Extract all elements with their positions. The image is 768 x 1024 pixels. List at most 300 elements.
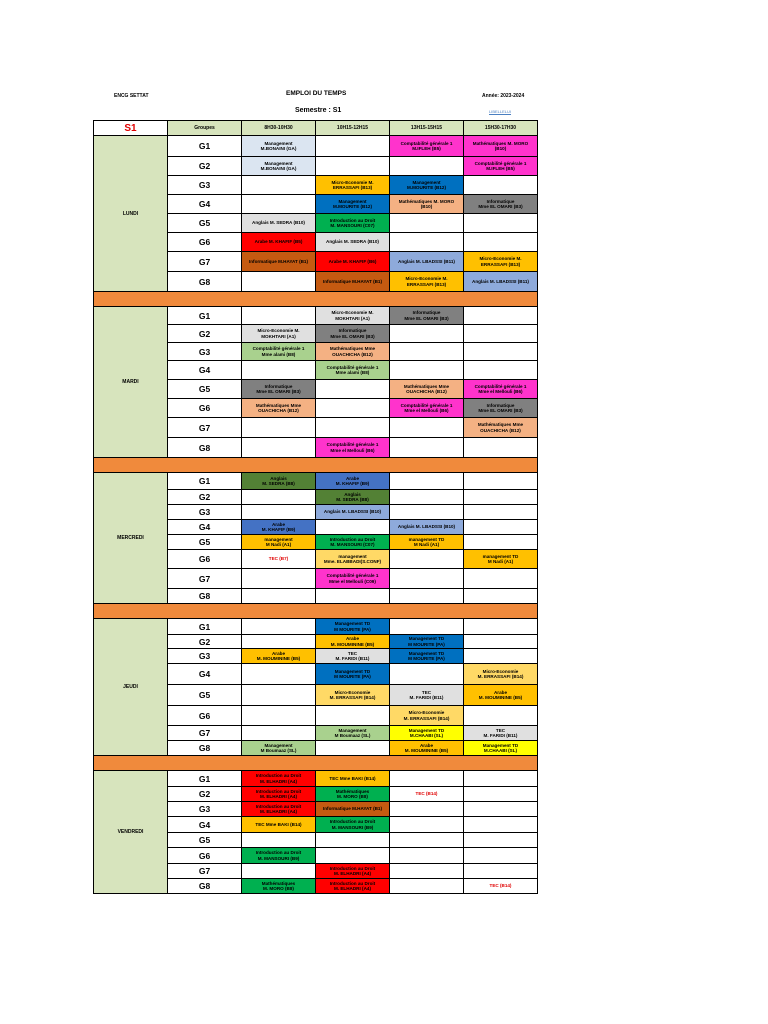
empty-cell[interactable] — [390, 550, 464, 569]
course-cell[interactable] — [390, 685, 464, 706]
course-cell[interactable] — [316, 550, 390, 569]
course-cell[interactable] — [316, 535, 390, 550]
course-text: Arabe M. MOUMININE (B5) — [404, 742, 449, 753]
course-cell[interactable] — [390, 272, 464, 292]
course-text: Informatique M.HAYAT (B1) — [322, 806, 383, 812]
small-link[interactable]: LIBELLELUI — [489, 109, 512, 114]
course-cell[interactable] — [242, 214, 316, 233]
course-text: Anglais M. LBADSSI (B11) — [472, 278, 529, 284]
course-text: Mathématiques Mme OUACHICHA (B12) — [477, 422, 524, 433]
course-cell[interactable] — [316, 272, 390, 292]
course-cell[interactable] — [316, 685, 390, 706]
empty-cell[interactable] — [316, 399, 390, 418]
empty-cell[interactable] — [390, 361, 464, 380]
course-text: Micro-Economie M. ERRASSAFI (B14) — [403, 710, 450, 721]
course-text: Comptabilité générale 1 Mme alami (B8) — [326, 364, 379, 375]
group-label: G7 — [168, 418, 242, 438]
course-text: Informatique Mme EL OMARI (B3) — [256, 383, 301, 394]
course-cell[interactable] — [390, 649, 464, 664]
course-cell[interactable] — [316, 195, 390, 214]
course-cell[interactable] — [242, 771, 316, 787]
empty-cell[interactable] — [242, 505, 316, 520]
course-cell[interactable] — [464, 157, 538, 176]
course-text: Management M.MOURITE (B12) — [332, 198, 373, 209]
course-text: Anglais M. SEDRA (B8) — [336, 491, 369, 502]
empty-cell[interactable] — [464, 619, 538, 635]
group-label: G4 — [168, 817, 242, 833]
group-label: G2 — [168, 787, 242, 802]
empty-cell[interactable] — [464, 473, 538, 490]
course-text: Informatique Mme EL OMARI (B3) — [330, 328, 375, 339]
course-text: Comptabilité générale 1 Mme el Mellouli (B6) — [326, 442, 379, 453]
course-cell[interactable] — [316, 649, 390, 664]
group-label: G1 — [168, 619, 242, 635]
course-cell[interactable] — [464, 418, 538, 438]
group-label: G1 — [168, 136, 242, 157]
course-text: TEC (B7) — [268, 556, 289, 562]
table-row — [94, 619, 538, 635]
course-text: Comptabilité générale 1 Mme el Mellouli (B6) — [474, 383, 527, 394]
group-label: G6 — [168, 233, 242, 252]
course-cell[interactable] — [390, 399, 464, 418]
course-text: Management M Boumaaz (SL) — [334, 727, 371, 738]
course-text: Comptabilité générale 1 Mme alami (B8) — [252, 346, 305, 357]
course-cell[interactable] — [464, 741, 538, 756]
empty-cell[interactable] — [316, 589, 390, 604]
course-text: Management M Boumaaz (SL) — [260, 742, 297, 753]
course-cell[interactable] — [390, 195, 464, 214]
course-text: Informatique Mme EL OMARI (B3) — [478, 402, 523, 413]
group-label: G6 — [168, 399, 242, 418]
course-cell[interactable] — [390, 741, 464, 756]
course-cell[interactable] — [390, 635, 464, 649]
empty-cell[interactable] — [464, 520, 538, 535]
course-cell[interactable] — [316, 438, 390, 458]
group-label: G5 — [168, 380, 242, 399]
group-label: G4 — [168, 195, 242, 214]
group-label: G6 — [168, 848, 242, 864]
course-text: management TD M Nadi (A1) — [408, 536, 445, 547]
course-text: Informatique Mme EL OMARI (B3) — [404, 310, 449, 321]
course-cell[interactable] — [316, 343, 390, 361]
course-cell[interactable] — [464, 664, 538, 685]
day-separator — [94, 458, 538, 473]
course-text: Informatique M.HAYAT (B1) — [248, 258, 309, 264]
course-text: Arabe M. MOUMININE (B5) — [256, 650, 301, 661]
course-cell[interactable] — [464, 380, 538, 399]
course-cell[interactable] — [390, 726, 464, 741]
header-row — [94, 121, 538, 136]
empty-cell[interactable] — [316, 136, 390, 157]
page-title: EMPLOI DU TEMPS — [286, 90, 347, 97]
group-label: G3 — [168, 802, 242, 817]
day-label: MERCREDI — [94, 473, 168, 604]
table-row — [94, 771, 538, 787]
course-cell[interactable] — [464, 550, 538, 569]
empty-cell[interactable] — [464, 649, 538, 664]
course-cell[interactable] — [316, 361, 390, 380]
empty-cell[interactable] — [316, 380, 390, 399]
course-cell[interactable] — [390, 787, 464, 802]
group-label: G1 — [168, 771, 242, 787]
course-cell[interactable] — [242, 787, 316, 802]
course-cell[interactable] — [464, 685, 538, 706]
course-cell[interactable] — [242, 157, 316, 176]
course-cell[interactable] — [316, 771, 390, 787]
course-text: TEC M. FARIDI (B11) — [335, 650, 370, 661]
course-cell[interactable] — [242, 520, 316, 535]
empty-cell[interactable] — [390, 589, 464, 604]
empty-cell[interactable] — [390, 233, 464, 252]
empty-cell[interactable] — [316, 741, 390, 756]
empty-cell[interactable] — [464, 343, 538, 361]
empty-cell[interactable] — [242, 490, 316, 505]
empty-cell[interactable] — [242, 726, 316, 741]
empty-cell[interactable] — [390, 569, 464, 589]
empty-cell[interactable] — [390, 157, 464, 176]
group-label: G7 — [168, 726, 242, 741]
empty-cell[interactable] — [242, 589, 316, 604]
empty-cell[interactable] — [464, 817, 538, 833]
course-text: Introduction au Droit M. ELHADRI (A4) — [255, 803, 302, 814]
course-cell[interactable] — [316, 569, 390, 589]
timetable — [93, 120, 538, 894]
group-label: G4 — [168, 520, 242, 535]
course-cell[interactable] — [316, 325, 390, 343]
group-label: G7 — [168, 864, 242, 879]
empty-cell[interactable] — [390, 864, 464, 879]
empty-cell[interactable] — [316, 520, 390, 535]
course-text: Management TD M MOURITE (PA) — [408, 636, 445, 647]
day-label: MARDI — [94, 307, 168, 458]
semester-label: Semestre : S1 — [295, 107, 342, 114]
course-cell[interactable] — [316, 505, 390, 520]
course-cell[interactable] — [464, 726, 538, 741]
group-label: G8 — [168, 438, 242, 458]
empty-cell[interactable] — [464, 589, 538, 604]
course-cell[interactable] — [390, 176, 464, 195]
course-text: Management M.MOURITE (B12) — [406, 179, 447, 190]
empty-cell[interactable] — [242, 664, 316, 685]
course-cell[interactable] — [464, 252, 538, 272]
empty-cell[interactable] — [390, 817, 464, 833]
empty-cell[interactable] — [464, 706, 538, 726]
course-text: Micro-Economie M. ERRASSAFI (B13) — [331, 179, 374, 190]
separator-bar — [94, 458, 538, 473]
empty-cell[interactable] — [464, 505, 538, 520]
course-text: TEC (B14) — [489, 883, 512, 889]
empty-cell[interactable] — [464, 233, 538, 252]
course-text: Anglais M. LBADSSI (B10) — [323, 509, 382, 515]
empty-cell[interactable] — [464, 214, 538, 233]
course-cell[interactable] — [316, 864, 390, 879]
group-label: G3 — [168, 649, 242, 664]
course-text: Comptabilité générale 1 Mme el Mellouli (C09) — [326, 573, 379, 584]
table-row — [94, 307, 538, 325]
course-text: Anglais M. LBADSSI (B11) — [398, 258, 455, 264]
group-label: G6 — [168, 550, 242, 569]
empty-cell[interactable] — [390, 473, 464, 490]
empty-cell[interactable] — [464, 535, 538, 550]
empty-cell[interactable] — [464, 864, 538, 879]
empty-cell[interactable] — [390, 802, 464, 817]
empty-cell[interactable] — [464, 787, 538, 802]
course-cell[interactable] — [464, 272, 538, 292]
course-cell[interactable] — [316, 635, 390, 649]
empty-cell[interactable] — [316, 157, 390, 176]
empty-cell[interactable] — [464, 635, 538, 649]
day-separator — [94, 604, 538, 619]
group-label: G1 — [168, 307, 242, 325]
course-cell[interactable] — [390, 136, 464, 157]
empty-cell[interactable] — [242, 176, 316, 195]
course-cell[interactable] — [464, 399, 538, 418]
empty-cell[interactable] — [242, 307, 316, 325]
course-text: Micro-Economie M. ERRASSAFI (B13) — [405, 276, 448, 287]
group-label: G2 — [168, 490, 242, 505]
empty-cell[interactable] — [464, 833, 538, 848]
course-cell[interactable] — [242, 473, 316, 490]
course-cell[interactable] — [242, 535, 316, 550]
slot-header-3: 13H15-15H15 — [390, 121, 464, 136]
empty-cell[interactable] — [242, 619, 316, 635]
course-text: Arabe M. MOUMININE (B5) — [330, 636, 375, 647]
course-text: Introduction au Droit M. MANSOURI (B9) — [255, 850, 302, 861]
course-text: Mathématiques Mme OUACHICHA (B12) — [255, 402, 302, 413]
separator-bar — [94, 756, 538, 771]
semester-code: S1 — [94, 121, 168, 136]
group-label: G5 — [168, 685, 242, 706]
course-cell[interactable] — [316, 817, 390, 833]
course-text: Arabe M. KHAFIF (B6) — [328, 258, 377, 264]
empty-cell[interactable] — [242, 635, 316, 649]
group-label: G3 — [168, 505, 242, 520]
slot-header-1: 8H30-10H30 — [242, 121, 316, 136]
course-cell[interactable] — [242, 252, 316, 272]
course-text: Introduction au Droit M. ELHADRI (A4) — [255, 788, 302, 799]
course-cell[interactable] — [316, 307, 390, 325]
course-cell[interactable] — [316, 473, 390, 490]
slot-header-4: 15H30-17H30 — [464, 121, 538, 136]
empty-cell[interactable] — [464, 848, 538, 864]
empty-cell[interactable] — [242, 272, 316, 292]
group-label: G6 — [168, 706, 242, 726]
empty-cell[interactable] — [464, 325, 538, 343]
day-label: JEUDI — [94, 619, 168, 756]
day-separator — [94, 756, 538, 771]
course-cell[interactable] — [242, 380, 316, 399]
course-text: Comptabilité générale 1 M.IFLEH (B5) — [474, 160, 527, 171]
course-cell[interactable] — [464, 879, 538, 894]
course-cell[interactable] — [316, 879, 390, 894]
course-text: Arabe M. KHAFIF (B5) — [254, 239, 303, 245]
course-cell[interactable] — [316, 176, 390, 195]
empty-cell[interactable] — [464, 771, 538, 787]
empty-cell[interactable] — [390, 325, 464, 343]
course-cell[interactable] — [390, 535, 464, 550]
empty-cell[interactable] — [390, 879, 464, 894]
course-text: Anglais M. SEDRA (B8) — [262, 475, 295, 486]
empty-cell[interactable] — [390, 771, 464, 787]
course-text: Management TD M.CHAABI (SL) — [408, 727, 445, 738]
course-cell[interactable] — [242, 741, 316, 756]
group-label: G4 — [168, 664, 242, 685]
empty-cell[interactable] — [242, 195, 316, 214]
course-text: Management TD M MOURITE (PA) — [408, 650, 445, 661]
course-text: Comptabilité générale 1 Mme el Mellouli (B6) — [400, 402, 453, 413]
course-cell[interactable] — [242, 343, 316, 361]
group-label: G8 — [168, 589, 242, 604]
empty-cell[interactable] — [464, 176, 538, 195]
course-text: Micro-Economie M. ERRASSAFI (B13) — [479, 256, 522, 267]
course-cell[interactable] — [242, 649, 316, 664]
empty-cell[interactable] — [242, 361, 316, 380]
empty-cell[interactable] — [316, 418, 390, 438]
separator-bar — [94, 292, 538, 307]
course-cell[interactable] — [390, 706, 464, 726]
empty-cell[interactable] — [390, 848, 464, 864]
empty-cell[interactable] — [316, 706, 390, 726]
course-cell[interactable] — [316, 233, 390, 252]
empty-cell[interactable] — [316, 848, 390, 864]
course-text: Mathématiques Mme OUACHICHA (B12) — [403, 383, 450, 394]
empty-cell[interactable] — [242, 438, 316, 458]
course-text: Anglais M. LBADSSI (B10) — [397, 524, 456, 530]
course-cell[interactable] — [316, 214, 390, 233]
course-cell[interactable] — [316, 787, 390, 802]
empty-cell[interactable] — [242, 833, 316, 848]
course-cell[interactable] — [316, 726, 390, 741]
course-cell[interactable] — [316, 252, 390, 272]
course-text: Anglais M. SEDRA (B10) — [326, 239, 379, 245]
course-cell[interactable] — [242, 325, 316, 343]
empty-cell[interactable] — [464, 802, 538, 817]
course-cell[interactable] — [464, 136, 538, 157]
school-name: ENCG SETTAT — [114, 93, 149, 99]
course-text: TEC Mme BAKI (B14) — [329, 775, 376, 781]
empty-cell[interactable] — [390, 505, 464, 520]
course-text: Micro-Economie M. ERRASSAFI (B14) — [329, 689, 376, 700]
course-cell[interactable] — [242, 879, 316, 894]
empty-cell[interactable] — [390, 343, 464, 361]
group-label: G2 — [168, 157, 242, 176]
course-text: TEC Mme BAKI (B14) — [255, 821, 302, 827]
course-cell[interactable] — [242, 802, 316, 817]
course-cell[interactable] — [316, 802, 390, 817]
empty-cell[interactable] — [390, 418, 464, 438]
course-text: Informatique Mme EL OMARI (B3) — [478, 198, 523, 209]
empty-cell[interactable] — [464, 569, 538, 589]
empty-cell[interactable] — [242, 864, 316, 879]
course-text: Micro-Economie M. ERRASSAFI (B14) — [477, 668, 524, 679]
course-text: Introduction au Droit M. MANSOURI (B9) — [329, 819, 376, 830]
course-cell[interactable] — [464, 195, 538, 214]
course-text: management TD M Nadi (A1) — [482, 553, 519, 564]
empty-cell[interactable] — [390, 214, 464, 233]
group-label: G1 — [168, 473, 242, 490]
group-label: G5 — [168, 535, 242, 550]
empty-cell[interactable] — [390, 619, 464, 635]
course-text: Management TD M MOURITE (PA) — [334, 668, 371, 679]
course-cell[interactable] — [242, 399, 316, 418]
empty-cell[interactable] — [242, 706, 316, 726]
group-label: G3 — [168, 343, 242, 361]
empty-cell[interactable] — [316, 833, 390, 848]
empty-cell[interactable] — [390, 664, 464, 685]
day-separator — [94, 292, 538, 307]
course-text: Introduction au Droit M. ELHADRI (A4) — [329, 880, 376, 891]
course-text: Arabe M. MOUMININE (B5) — [478, 689, 523, 700]
day-label: VENDREDI — [94, 771, 168, 894]
course-text: Micro-Economie M. MOKHTARI (A1) — [331, 310, 374, 321]
empty-cell[interactable] — [242, 685, 316, 706]
group-label: G4 — [168, 361, 242, 380]
empty-cell[interactable] — [390, 490, 464, 505]
course-cell[interactable] — [316, 619, 390, 635]
course-text: Management M.BONAINI (GA) — [260, 140, 297, 151]
course-text: Introduction au Droit M. ELHADRI (A4) — [329, 865, 376, 876]
course-text: Arabe M. KHAFIF (B9) — [335, 475, 370, 486]
course-text: TEC M. FARIDI (B11) — [483, 727, 518, 738]
empty-cell[interactable] — [464, 307, 538, 325]
empty-cell[interactable] — [242, 418, 316, 438]
group-label: G7 — [168, 252, 242, 272]
group-label: G8 — [168, 741, 242, 756]
empty-cell[interactable] — [464, 438, 538, 458]
empty-cell[interactable] — [242, 569, 316, 589]
empty-cell[interactable] — [464, 490, 538, 505]
course-text: Mathématiques M. MORO (B10) — [398, 198, 455, 209]
course-cell[interactable] — [242, 233, 316, 252]
course-cell[interactable] — [242, 136, 316, 157]
timetable-body — [94, 121, 538, 894]
course-text: Management TD M MOURITE (PA) — [334, 621, 371, 632]
empty-cell[interactable] — [464, 361, 538, 380]
group-label: G7 — [168, 569, 242, 589]
course-text: TEC M. FARIDI (B11) — [409, 689, 444, 700]
course-text: Anglais M. SEDRA (B10) — [252, 220, 305, 226]
course-cell[interactable] — [316, 490, 390, 505]
course-text: Mathématiques M. MORO (B10) — [472, 140, 529, 151]
table-row — [94, 136, 538, 157]
course-cell[interactable] — [316, 664, 390, 685]
course-text: Management TD M.CHAABI (SL) — [482, 742, 519, 753]
course-cell[interactable] — [390, 520, 464, 535]
course-text: Mathématiques M. MORO (B8) — [261, 880, 296, 891]
table-row — [94, 473, 538, 490]
course-text: TEC (B14) — [415, 791, 438, 797]
empty-cell[interactable] — [390, 833, 464, 848]
course-cell[interactable] — [242, 848, 316, 864]
group-label: G3 — [168, 176, 242, 195]
course-cell[interactable] — [390, 252, 464, 272]
course-text: Mathématiques M. MORO (B8) — [335, 788, 370, 799]
course-cell[interactable] — [242, 817, 316, 833]
course-cell[interactable] — [390, 307, 464, 325]
academic-year: Année: 2023-2024 — [482, 93, 525, 99]
course-text: Introduction au Droit M. MANSOURI (C07) — [329, 536, 376, 547]
course-cell[interactable] — [242, 550, 316, 569]
group-label: G5 — [168, 214, 242, 233]
empty-cell[interactable] — [390, 438, 464, 458]
group-label: G8 — [168, 272, 242, 292]
course-text: Arabe M. KHAFIF (B9) — [261, 521, 296, 532]
course-text: Introduction au Droit M. ELHADRI (A4) — [255, 773, 302, 784]
course-text: management Mme. ELABBADI(S.CONF) — [323, 553, 382, 564]
separator-bar — [94, 604, 538, 619]
course-cell[interactable] — [390, 380, 464, 399]
day-label: LUNDI — [94, 136, 168, 292]
